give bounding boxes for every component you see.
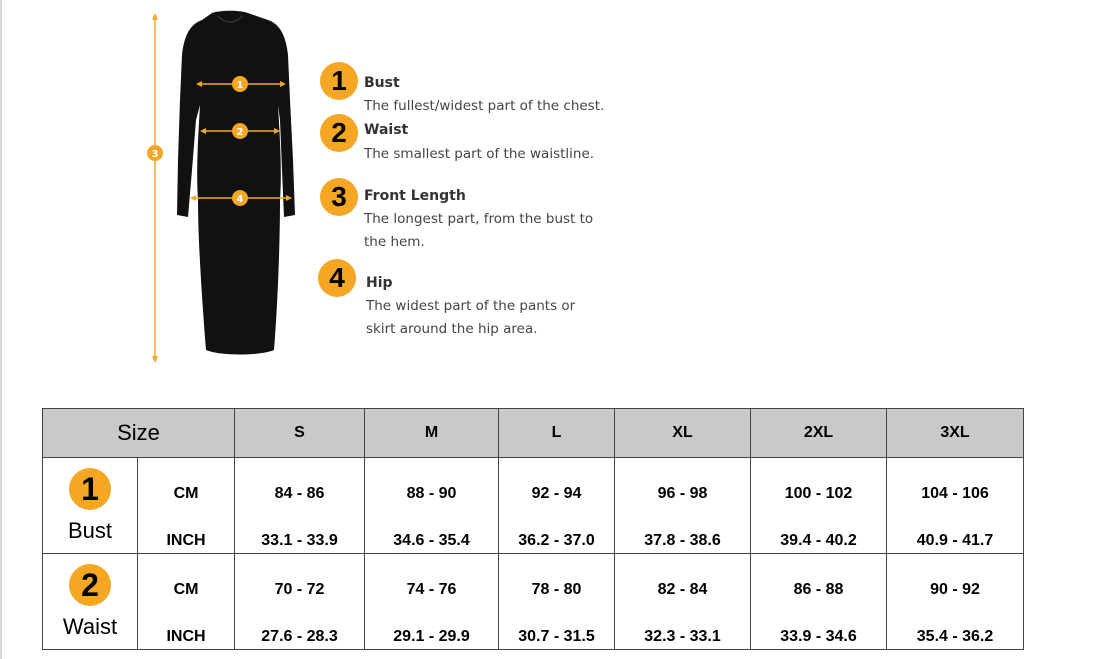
waist-inch-3xl: 35.4 - 36.2	[916, 628, 994, 645]
bust-label: Bust	[67, 518, 113, 543]
unit-inch: INCH	[166, 628, 206, 645]
waist-cm-xl: 82 - 84	[657, 581, 708, 598]
marker-4	[232, 190, 248, 206]
legend-title-bust: Bust	[364, 75, 400, 91]
legend-desc-bust: The fullest/widest part of the chest.	[364, 98, 605, 114]
bust-cm-3xl: 104 - 106	[921, 485, 989, 502]
waist-inch-s: 27.6 - 28.3	[261, 628, 338, 645]
unit-cell	[138, 554, 235, 650]
size-col-s: S	[235, 409, 365, 458]
waist-cm-m: 74 - 76	[406, 581, 457, 598]
waist-cm-l: 78 - 80	[531, 581, 582, 598]
bust-cm-2xl: 100 - 102	[784, 485, 853, 502]
waist-badge: 2	[69, 564, 111, 606]
size-col-m: M	[365, 409, 499, 458]
dress-silhouette	[177, 11, 295, 355]
table-cell	[751, 458, 887, 554]
svg-text:1: 1	[236, 80, 244, 91]
table-cell	[235, 458, 365, 554]
table-cell	[499, 554, 615, 650]
row-label-bust	[43, 458, 138, 554]
legend-title-hip: Hip	[366, 275, 393, 291]
bust-inch-xl: 37.8 - 38.6	[644, 532, 721, 549]
svg-text:3: 3	[151, 149, 159, 160]
marker-3	[147, 145, 163, 161]
row-label-waist	[43, 554, 138, 650]
waist-inch-xl: 32.3 - 33.1	[644, 628, 721, 645]
waist-inch-m: 29.1 - 29.9	[393, 628, 470, 645]
unit-cm: CM	[173, 581, 199, 598]
waist-cm-s: 70 - 72	[274, 581, 325, 598]
legend-badge-3: 3	[320, 178, 358, 216]
table-cell	[751, 554, 887, 650]
size-chart-table	[42, 408, 1024, 650]
marker-2	[232, 123, 248, 139]
bust-badge: 1	[69, 468, 111, 510]
svg-text:2: 2	[236, 127, 244, 138]
bust-cm-s: 84 - 86	[274, 485, 325, 502]
legend-desc-hip-line2: skirt around the hip area.	[366, 321, 538, 337]
bust-inch-3xl: 40.9 - 41.7	[916, 532, 994, 549]
legend-badge-1: 1	[320, 62, 358, 100]
table-cell	[615, 554, 751, 650]
arrow-up-icon	[152, 13, 158, 20]
legend-desc-front-length-line1: The longest part, from the bust to	[364, 211, 594, 227]
legend-desc-hip-line1: The widest part of the pants or	[366, 298, 576, 314]
bust-inch-l: 36.2 - 37.0	[518, 532, 595, 549]
waist-inch-2xl: 33.9 - 34.6	[780, 628, 857, 645]
legend-desc-front-length-line2: the hem.	[364, 234, 425, 250]
unit-cm: CM	[173, 485, 199, 502]
size-col-3xl: 3XL	[887, 409, 1024, 458]
marker-1	[232, 76, 248, 92]
size-header: Size	[43, 409, 235, 458]
table-row-bust	[43, 458, 1024, 554]
legend-title-waist: Waist	[364, 122, 409, 138]
table-cell	[365, 458, 499, 554]
waist-cm-2xl: 86 - 88	[793, 581, 844, 598]
table-cell	[887, 554, 1024, 650]
table-header-row	[43, 409, 1024, 458]
size-col-l: L	[499, 409, 615, 458]
table-cell	[615, 458, 751, 554]
legend-badge-2: 2	[320, 114, 358, 152]
size-col-xl: XL	[615, 409, 751, 458]
table-cell	[365, 554, 499, 650]
dress-illustration	[140, 10, 320, 365]
bust-cm-m: 88 - 90	[406, 485, 457, 502]
size-col-2xl: 2XL	[751, 409, 887, 458]
table-cell	[887, 458, 1024, 554]
bust-inch-s: 33.1 - 33.9	[261, 532, 338, 549]
bust-cm-l: 92 - 94	[531, 485, 582, 502]
dress-figure-svg	[140, 10, 320, 365]
page-left-border	[0, 0, 2, 659]
legend-badge-4: 4	[318, 259, 356, 297]
waist-inch-l: 30.7 - 31.5	[518, 628, 595, 645]
table-cell	[499, 458, 615, 554]
waist-cm-3xl: 90 - 92	[930, 581, 980, 598]
legend-title-front-length: Front Length	[364, 188, 466, 204]
table-cell	[235, 554, 365, 650]
bust-inch-2xl: 39.4 - 40.2	[780, 532, 857, 549]
unit-inch: INCH	[166, 532, 206, 549]
bust-cm-xl: 96 - 98	[657, 485, 708, 502]
arrow-down-icon	[152, 356, 158, 363]
legend-desc-waist: The smallest part of the waistline.	[364, 146, 595, 162]
table-row-waist	[43, 554, 1024, 650]
arrow-left-icon	[190, 195, 196, 201]
bust-inch-m: 34.6 - 35.4	[393, 532, 470, 549]
waist-label: Waist	[62, 614, 118, 639]
svg-text:4: 4	[236, 194, 244, 205]
unit-cell	[138, 458, 235, 554]
